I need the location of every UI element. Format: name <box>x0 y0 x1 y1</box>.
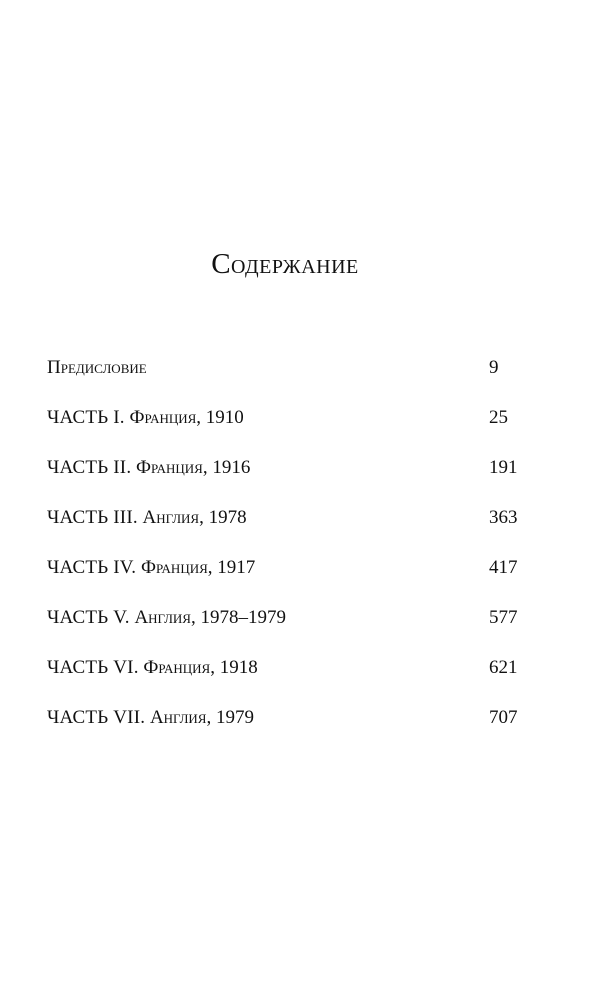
toc-entry-preface <box>47 355 527 405</box>
toc-entry-label <box>47 405 244 431</box>
page-title: Содержание <box>211 248 359 280</box>
toc-entry-title: Франция, 1910 <box>129 407 244 428</box>
toc-page-number: 621 <box>489 657 518 678</box>
toc-part-number: ЧАСТЬ IV. <box>47 557 137 578</box>
table-of-contents <box>47 355 527 755</box>
toc-part-number: ЧАСТЬ II. <box>47 457 132 478</box>
toc-entry-label <box>47 355 147 381</box>
toc-entry-label <box>47 655 258 681</box>
toc-page-number: 707 <box>489 707 518 728</box>
toc-entry-title: Англия, 1978 <box>142 507 247 528</box>
toc-part-number: ЧАСТЬ VII. <box>47 707 146 728</box>
toc-part-number: ЧАСТЬ V. <box>47 607 130 628</box>
toc-entry-part-5 <box>47 605 527 655</box>
toc-entry-part-1 <box>47 405 527 455</box>
toc-page-number: 417 <box>489 557 518 578</box>
toc-page-number: 191 <box>489 457 518 478</box>
toc-part-number: ЧАСТЬ VI. <box>47 657 139 678</box>
toc-page-number: 9 <box>489 357 499 378</box>
toc-page-number: 363 <box>489 507 518 528</box>
toc-entry-title: Франция, 1918 <box>143 657 258 678</box>
toc-entry-label <box>47 505 247 531</box>
toc-entry-part-7 <box>47 705 527 755</box>
toc-entry-part-6 <box>47 655 527 705</box>
toc-entry-title: Предисловие <box>47 357 147 378</box>
toc-entry-part-4 <box>47 555 527 605</box>
toc-entry-title: Франция, 1916 <box>136 457 251 478</box>
toc-page-number: 577 <box>489 607 518 628</box>
toc-part-number: ЧАСТЬ III. <box>47 507 138 528</box>
toc-entry-label <box>47 455 250 481</box>
toc-entry-part-2 <box>47 455 527 505</box>
toc-entry-title: Англия, 1979 <box>149 707 254 728</box>
toc-entry-label <box>47 705 254 731</box>
toc-entry-label <box>47 605 286 631</box>
toc-part-number: ЧАСТЬ I. <box>47 407 125 428</box>
toc-entry-label <box>47 555 255 581</box>
toc-entry-title: Англия, 1978–1979 <box>134 607 286 628</box>
toc-entry-title: Франция, 1917 <box>140 557 256 578</box>
toc-entry-part-3 <box>47 505 527 555</box>
toc-page-number: 25 <box>489 407 508 428</box>
